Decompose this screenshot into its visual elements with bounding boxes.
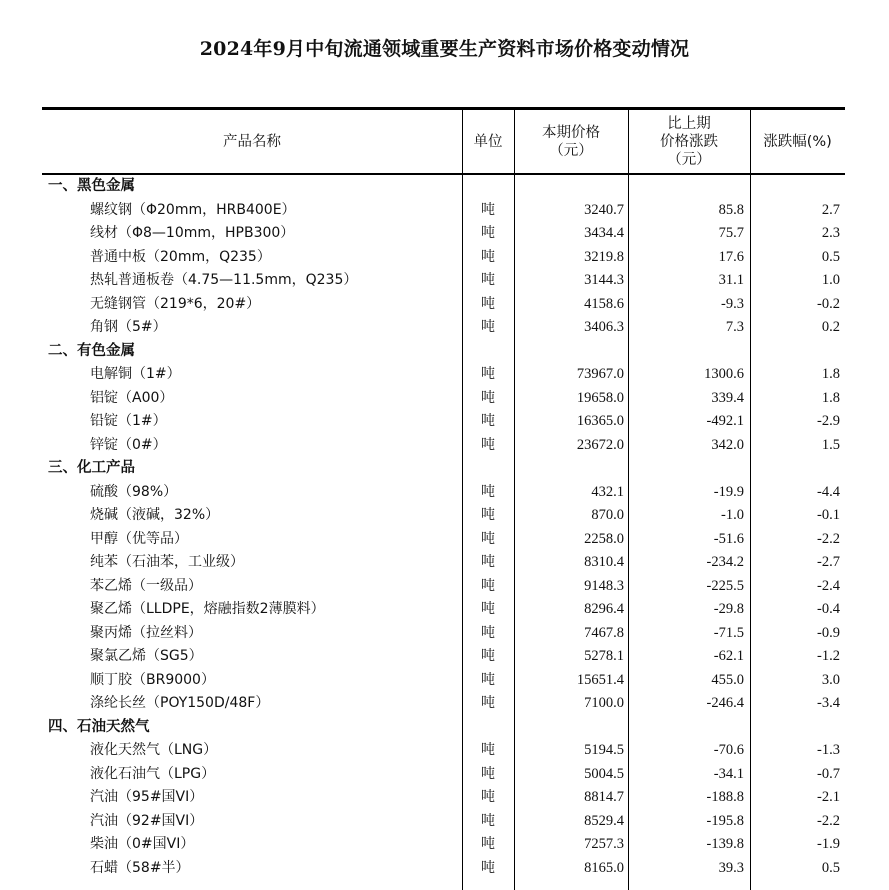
current-price-cell: 3434.4 (584, 225, 624, 241)
price-change-cell: 455.0 (711, 671, 744, 688)
page-title: 2024年9月中旬流通领域重要生产资料市场价格变动情况 (199, 38, 690, 60)
unit-cell: 吨 (481, 530, 495, 547)
product-name: 普通中板（20mm，Q235） (90, 248, 271, 265)
change-percent-cell: -1.2 (817, 648, 840, 664)
current-price-cell: 3406.3 (584, 319, 624, 335)
current-price-cell: 7257.3 (584, 836, 624, 852)
price-change-cell: -51.6 (713, 530, 744, 547)
change-percent-cell: 0.5 (821, 248, 840, 265)
unit-cell: 吨 (481, 695, 495, 711)
table-row (42, 551, 845, 575)
table-body (42, 175, 845, 880)
change-percent-cell: 3.0 (821, 671, 840, 688)
product-name: 铝锭（A00） (90, 389, 174, 406)
price-change-cell: -1.0 (721, 507, 744, 523)
table-row (42, 857, 845, 881)
table-row (42, 598, 845, 622)
unit-cell: 吨 (481, 812, 495, 829)
current-price-cell: 8814.7 (584, 789, 624, 805)
product-name: 苯乙烯（一级品） (90, 577, 202, 594)
change-percent-cell: 1.5 (821, 436, 840, 453)
price-change-cell: -62.1 (713, 648, 744, 664)
product-name: 铅锭（1#） (90, 413, 167, 429)
change-percent-cell: 2.3 (821, 225, 840, 241)
change-percent-cell: 0.5 (821, 859, 840, 876)
table-row (42, 692, 845, 716)
product-name: 甲醇（优等品） (90, 530, 188, 547)
product-name: 硫酸（98%） (90, 483, 178, 500)
current-price-cell: 16365.0 (576, 413, 624, 429)
category-name: 三、化工产品 (48, 460, 135, 476)
unit-cell: 吨 (481, 859, 495, 876)
unit-cell: 吨 (481, 601, 495, 617)
price-change-cell: 75.7 (718, 225, 744, 241)
current-price-cell: 23672.0 (576, 436, 624, 453)
unit-cell: 吨 (481, 648, 495, 664)
table-row (42, 575, 845, 599)
product-name: 螺纹钢（Φ20mm，HRB400E） (90, 201, 296, 218)
current-price-cell: 432.1 (591, 483, 624, 500)
unit-cell: 吨 (481, 577, 495, 594)
current-price-cell: 3240.7 (584, 201, 624, 218)
price-change-cell: 1300.6 (704, 366, 744, 382)
product-name: 柴油（0#国VI） (90, 836, 195, 852)
price-change-cell: 7.3 (725, 319, 744, 335)
product-name: 锌锭（0#） (90, 436, 167, 453)
product-name: 热轧普通板卷（4.75—11.5mm，Q235） (90, 272, 358, 288)
price-table (42, 107, 845, 880)
current-price-cell: 8310.4 (584, 554, 624, 570)
table-row (42, 504, 845, 528)
table-row (42, 833, 845, 857)
price-change-cell: -246.4 (706, 695, 744, 711)
change-percent-cell: -2.7 (817, 554, 840, 570)
price-change-cell: -188.8 (706, 789, 744, 805)
table-row (42, 363, 845, 387)
category-name: 一、黑色金属 (48, 178, 135, 194)
table-row (42, 739, 845, 763)
current-price-cell: 3219.8 (584, 248, 624, 265)
price-change-cell: -29.8 (713, 601, 744, 617)
current-price-cell: 5194.5 (584, 742, 624, 758)
unit-cell: 吨 (481, 295, 495, 312)
change-percent-cell: 1.8 (821, 389, 840, 406)
price-change-cell: -234.2 (706, 554, 744, 570)
product-name: 石蜡（58#半） (90, 859, 190, 876)
product-name: 聚丙烯（拉丝料） (90, 624, 202, 641)
category-name: 二、有色金属 (48, 342, 135, 359)
price-change-cell: -225.5 (706, 577, 744, 594)
product-name: 汽油（95#国VI） (90, 789, 204, 805)
change-percent-cell: -0.9 (817, 624, 840, 641)
unit-cell: 吨 (481, 319, 495, 335)
current-price-cell: 870.0 (591, 507, 624, 523)
category-name: 四、石油天然气 (48, 718, 150, 735)
current-price-cell: 5278.1 (584, 648, 624, 664)
change-percent-cell: -2.9 (817, 413, 840, 429)
current-price-cell: 3144.3 (584, 272, 624, 288)
table-row (42, 481, 845, 505)
current-price-cell: 73967.0 (576, 366, 624, 382)
unit-cell: 吨 (481, 483, 495, 500)
current-price-cell: 8165.0 (584, 859, 624, 876)
product-name: 液化石油气（LPG） (90, 765, 216, 782)
price-change-cell: 85.8 (718, 201, 744, 218)
table-row (42, 269, 845, 293)
unit-cell: 吨 (481, 836, 495, 852)
price-change-cell: -70.6 (713, 742, 744, 758)
unit-cell: 吨 (481, 248, 495, 265)
unit-cell: 吨 (481, 436, 495, 453)
product-name: 烧碱（液碱，32%） (90, 507, 220, 523)
price-change-cell: -139.8 (706, 836, 744, 852)
table-row (42, 293, 845, 317)
current-price-cell: 7100.0 (584, 695, 624, 711)
change-percent-cell: -0.7 (817, 765, 840, 782)
table-row (42, 246, 845, 270)
unit-cell: 吨 (481, 389, 495, 406)
unit-cell: 吨 (481, 413, 495, 429)
price-change-cell: 31.1 (718, 272, 744, 288)
table-row (42, 222, 845, 246)
table-header (42, 110, 845, 175)
price-change-cell: -195.8 (706, 812, 744, 829)
change-percent-cell: 1.8 (821, 366, 840, 382)
table-row (42, 434, 845, 458)
current-price-cell: 4158.6 (584, 295, 624, 312)
change-percent-cell: -2.2 (817, 530, 840, 547)
unit-cell: 吨 (481, 789, 495, 805)
current-price-cell: 5004.5 (584, 765, 624, 782)
change-percent-cell: 1.0 (821, 272, 840, 288)
product-name: 顺丁胶（BR9000） (90, 671, 215, 688)
price-change-cell: 39.3 (718, 859, 744, 876)
current-price-cell: 9148.3 (584, 577, 624, 594)
product-name: 聚氯乙烯（SG5） (90, 648, 203, 664)
unit-cell: 吨 (481, 624, 495, 641)
header-change-percent: 涨跌幅(%) (763, 133, 832, 150)
price-change-cell: -34.1 (713, 765, 744, 782)
current-price-cell: 2258.0 (584, 530, 624, 547)
unit-cell: 吨 (481, 366, 495, 382)
product-name: 涤纶长丝（POY150D/48F） (90, 695, 270, 711)
current-price-cell: 19658.0 (576, 389, 624, 406)
product-name: 液化天然气（LNG） (90, 742, 218, 758)
header-product-name: 产品名称 (223, 133, 281, 150)
change-percent-cell: -2.4 (817, 577, 840, 594)
product-name: 线材（Φ8—10mm，HPB300） (90, 225, 295, 241)
price-change-cell: 342.0 (711, 436, 744, 453)
table-row (42, 669, 845, 693)
header-unit: 单位 (473, 133, 503, 150)
price-change-cell: -71.5 (713, 624, 744, 641)
unit-cell: 吨 (481, 742, 495, 758)
table-row (42, 410, 845, 434)
current-price-cell: 15651.4 (576, 671, 624, 688)
category-row (42, 716, 845, 740)
product-name: 角钢（5#） (90, 319, 167, 335)
table-row (42, 786, 845, 810)
current-price-cell: 8529.4 (584, 812, 624, 829)
change-percent-cell: -1.3 (817, 742, 840, 758)
unit-cell: 吨 (481, 554, 495, 570)
table-row (42, 316, 845, 340)
table-row (42, 199, 845, 223)
change-percent-cell: -0.4 (817, 601, 840, 617)
change-percent-cell: -0.2 (817, 295, 840, 312)
product-name: 聚乙烯（LLDPE，熔融指数2薄膜料） (90, 601, 325, 617)
change-percent-cell: -4.4 (817, 483, 840, 500)
header-current-price: 本期价格 （元） (542, 124, 600, 159)
price-change-cell: 17.6 (718, 248, 744, 265)
price-change-cell: -19.9 (713, 483, 744, 500)
unit-cell: 吨 (481, 272, 495, 288)
unit-cell: 吨 (481, 201, 495, 218)
category-row (42, 340, 845, 364)
price-change-cell: -492.1 (706, 413, 744, 429)
table-row (42, 528, 845, 552)
category-row (42, 175, 845, 199)
price-change-cell: 339.4 (711, 389, 744, 406)
unit-cell: 吨 (481, 671, 495, 688)
change-percent-cell: 2.7 (821, 201, 840, 218)
product-name: 电解铜（1#） (90, 366, 181, 382)
table-row (42, 763, 845, 787)
header-price-change: 比上期 价格涨跌 （元） (660, 115, 718, 168)
change-percent-cell: 0.2 (821, 319, 840, 335)
table-row (42, 810, 845, 834)
product-name: 纯苯（石油苯，工业级） (90, 554, 244, 570)
change-percent-cell: -2.2 (817, 812, 840, 829)
category-row (42, 457, 845, 481)
product-name: 汽油（92#国VI） (90, 812, 204, 829)
current-price-cell: 8296.4 (584, 601, 624, 617)
change-percent-cell: -3.4 (817, 695, 840, 711)
table-row (42, 622, 845, 646)
unit-cell: 吨 (481, 765, 495, 782)
unit-cell: 吨 (481, 225, 495, 241)
change-percent-cell: -2.1 (817, 789, 840, 805)
table-row (42, 387, 845, 411)
price-change-cell: -9.3 (721, 295, 744, 312)
product-name: 无缝钢管（219*6，20#） (90, 295, 261, 312)
current-price-cell: 7467.8 (584, 624, 624, 641)
unit-cell: 吨 (481, 507, 495, 523)
table-row (42, 645, 845, 669)
change-percent-cell: -1.9 (817, 836, 840, 852)
change-percent-cell: -0.1 (817, 507, 840, 523)
